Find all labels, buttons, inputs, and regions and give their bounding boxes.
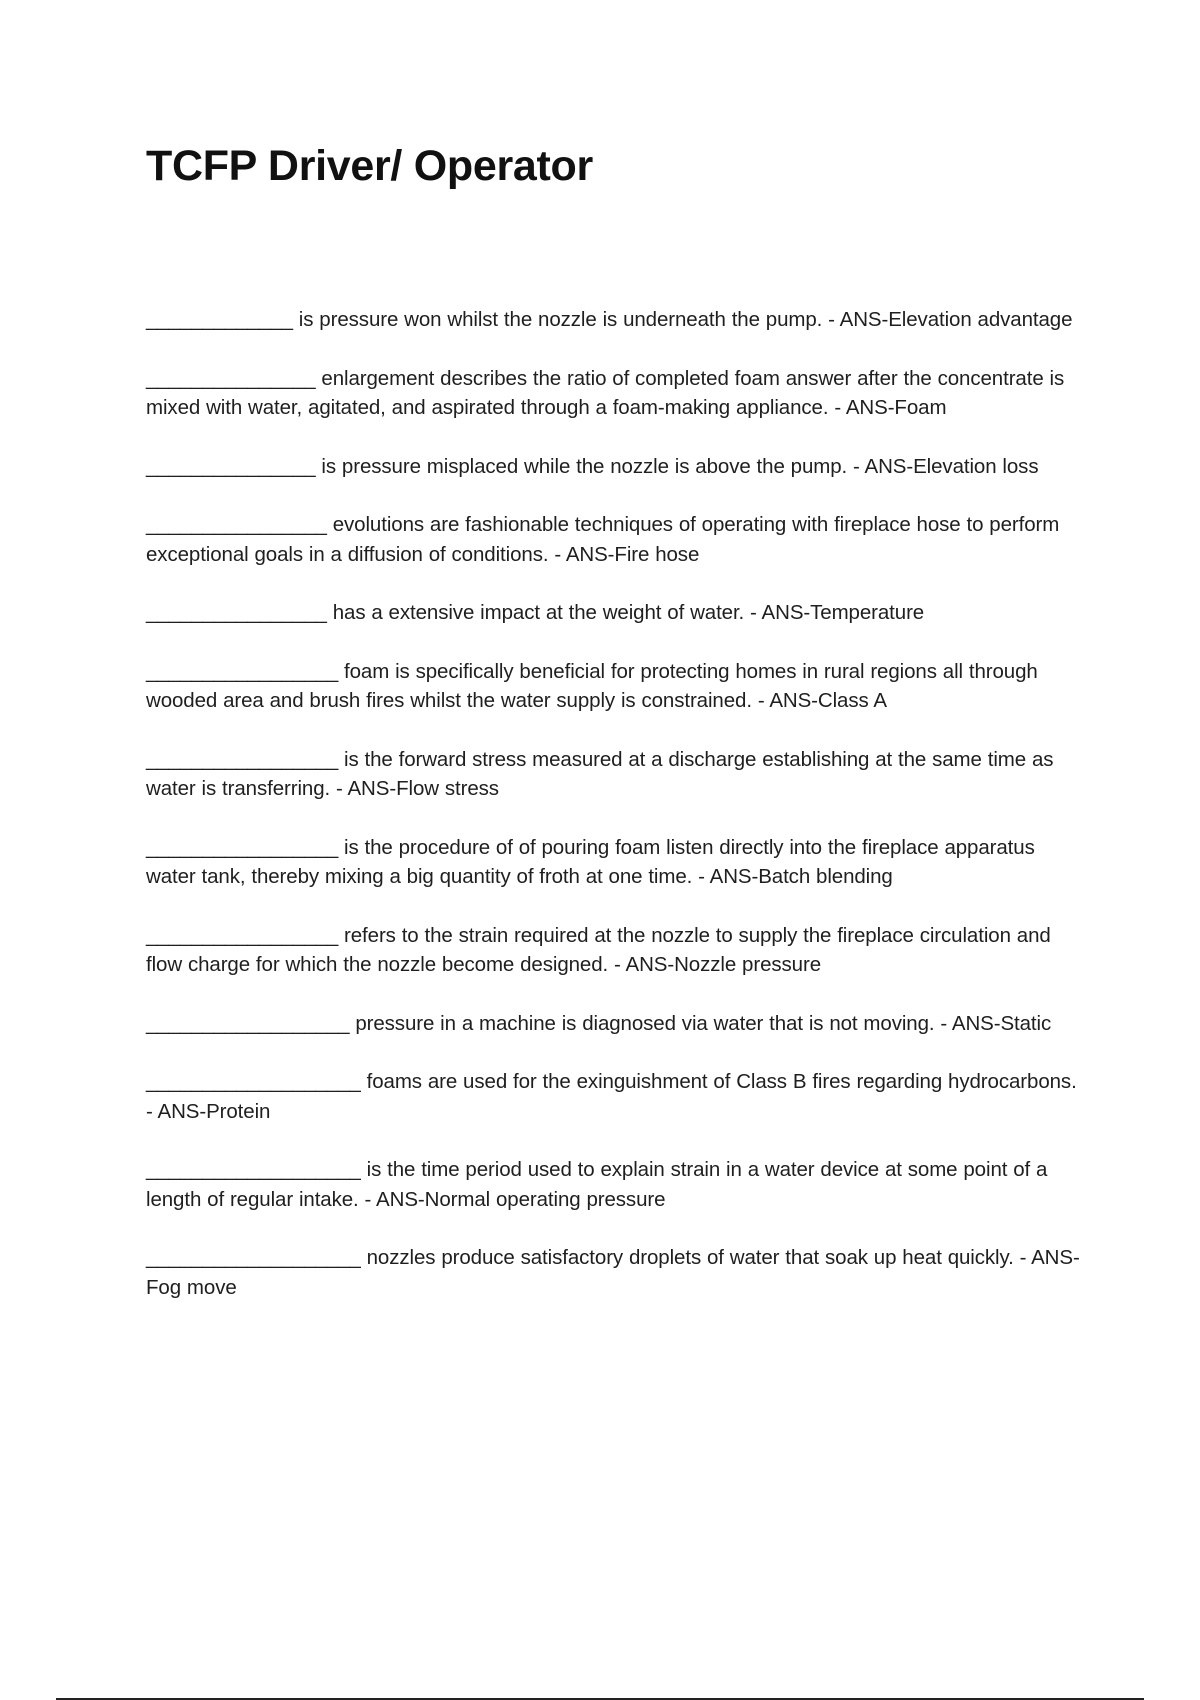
- question-item: _________________ is the procedure of of pouring foam listen directly into the fireplace apparatus water tank, thereby mixing a big quantity of froth at one time. - ANS-Batch blending: [146, 835, 1035, 888]
- question-item: _________________ is the forward stress measured at a discharge establishing at the same time as water is transferring. - ANS-Flow stress: [146, 747, 1054, 800]
- question-item: ________________ has a extensive impact at the weight of water. - ANS-Temperature: [146, 601, 925, 624]
- question-item: ___________________ nozzles produce satisfactory droplets of water that soak up heat quickly. - ANS-Fog move: [146, 1246, 1080, 1299]
- page-title: TCFP Driver/ Operator: [146, 142, 593, 190]
- question-item: _________________ refers to the strain required at the nozzle to supply the fireplace circulation and flow charge for which the nozzle become designed. - ANS-Nozzle pressure: [146, 923, 1051, 976]
- question-item: ___________________ is the time period used to explain strain in a water device at some point of a length of regular intake. - ANS-Normal operating pressure: [146, 1158, 1048, 1211]
- question-item: _______________ is pressure misplaced while the nozzle is above the pump. - ANS-Elevation loss: [146, 454, 1039, 478]
- question-item: ________________ evolutions are fashionable techniques of operating with fireplace hose to perform exceptional goals in a diffusion of conditions. - ANS-Fire hose: [146, 513, 1060, 566]
- question-item: __________________ pressure in a machine is diagnosed via water that is not moving. - ANS-Static: [146, 1011, 1052, 1035]
- question-item: _______________ enlargement describes the ratio of completed foam answer after the concentrate is mixed with water, agitated, and aspirated through a foam-making appliance. - ANS-Foam: [146, 366, 1065, 419]
- question-list: [146, 305, 1086, 1331]
- question-item: ___________________ foams are used for the exinguishment of Class B fires regarding hydrocarbons. - ANS-Protein: [146, 1070, 1077, 1123]
- question-item: _____________ is pressure won whilst the nozzle is underneath the pump. - ANS-Elevation advantage: [146, 308, 1073, 331]
- question-item: _________________ foam is specifically beneficial for protecting homes in rural regions all through wooded area and brush fires whilst the water supply is constrained. - ANS-Class A: [146, 659, 1038, 712]
